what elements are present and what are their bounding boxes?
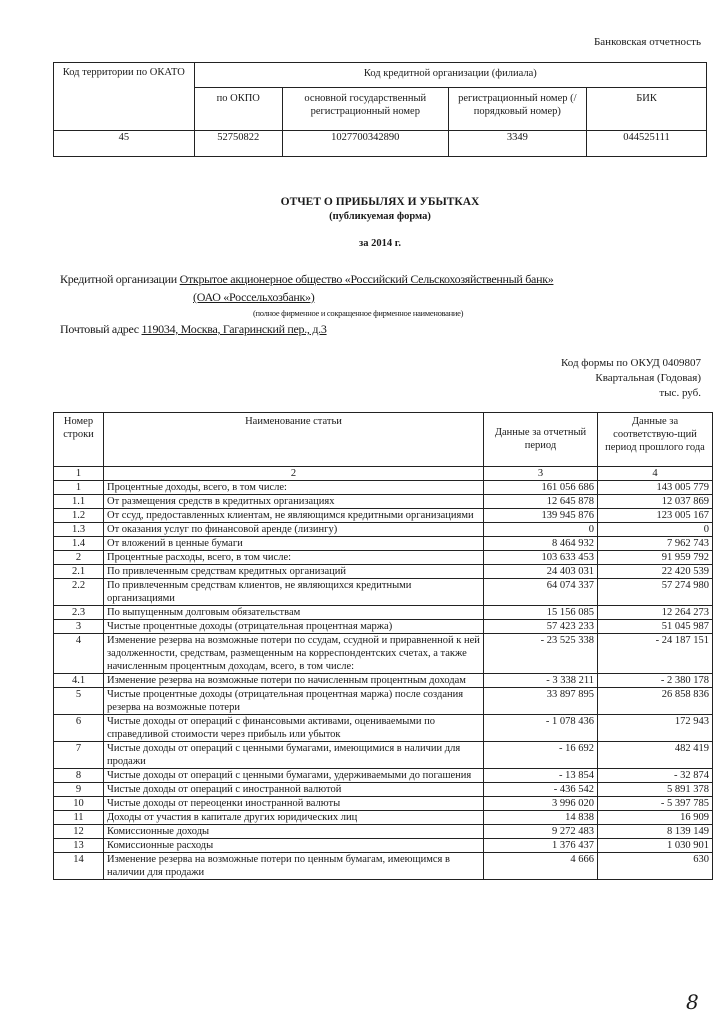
address-label: Почтовый адрес bbox=[60, 322, 139, 336]
row-number: 1.1 bbox=[54, 495, 104, 509]
row-item-name: Процентные доходы, всего, в том числе: bbox=[104, 481, 484, 495]
row-number: 11 bbox=[54, 811, 104, 825]
okud-code: Код формы по ОКУД 0409807 bbox=[560, 357, 701, 369]
table-row bbox=[54, 853, 713, 880]
row-previous-value: - 32 874 bbox=[598, 769, 713, 783]
table-row bbox=[54, 551, 713, 565]
row-item-name: Процентные расходы, всего, в том числе: bbox=[104, 551, 484, 565]
row-previous-value: - 2 380 178 bbox=[598, 674, 713, 688]
row-item-name: Чистые доходы от переоценки иностранной валюты bbox=[104, 797, 484, 811]
row-previous-value: 143 005 779 bbox=[598, 481, 713, 495]
row-number: 8 bbox=[54, 769, 104, 783]
row-current-value: 57 423 233 bbox=[484, 620, 598, 634]
organization-name-note: (полное фирменное и сокращенное фирменное наименование) bbox=[253, 308, 464, 318]
table-row bbox=[54, 742, 713, 769]
row-item-name: Чистые доходы от операций с иностранной валютой bbox=[104, 783, 484, 797]
organization-label: Кредитной организации bbox=[60, 272, 177, 286]
table-row bbox=[54, 495, 713, 509]
bik-value: 044525111 bbox=[587, 131, 707, 157]
row-item-name: Изменение резерва на возможные потери по ценным бумагам, имеющимся в наличии для продажи bbox=[104, 853, 484, 880]
header-item-name: Наименование статьи bbox=[104, 413, 484, 467]
table-row bbox=[54, 579, 713, 606]
row-previous-value: 57 274 980 bbox=[598, 579, 713, 606]
table-row bbox=[54, 620, 713, 634]
row-number: 2.3 bbox=[54, 606, 104, 620]
row-item-name: От оказания услуг по финансовой аренде (лизингу) bbox=[104, 523, 484, 537]
row-item-name: От ссуд, предоставленных клиентам, не являющимся кредитными организациями bbox=[104, 509, 484, 523]
row-current-value: 12 645 878 bbox=[484, 495, 598, 509]
row-number: 4.1 bbox=[54, 674, 104, 688]
row-number: 2 bbox=[54, 551, 104, 565]
profit-loss-table bbox=[53, 412, 713, 880]
column-number: 1 bbox=[54, 467, 104, 481]
row-previous-value: 123 005 167 bbox=[598, 509, 713, 523]
row-number: 1.4 bbox=[54, 537, 104, 551]
row-current-value: 64 074 337 bbox=[484, 579, 598, 606]
row-item-name: Чистые процентные доходы (отрицательная процентная маржа) после создания резерва на возможные потери bbox=[104, 688, 484, 715]
row-item-name: Изменение резерва на возможные потери по ссудам, ссудной и приравненной к ней задолженности, средствам, размещенным на корреспондентских счетах, а также начисленным процентным доходам, всего, в том числе: bbox=[104, 634, 484, 674]
table-row bbox=[54, 634, 713, 674]
row-number: 1 bbox=[54, 481, 104, 495]
organization-full-name: Открытое акционерное общество «Российский Сельскохозяйственный банк» bbox=[179, 272, 554, 286]
row-current-value: - 16 692 bbox=[484, 742, 598, 769]
table-row bbox=[54, 825, 713, 839]
row-item-name: Изменение резерва на возможные потери по начисленным процентным доходам bbox=[104, 674, 484, 688]
bik-header: БИК bbox=[587, 88, 707, 131]
row-current-value: 3 996 020 bbox=[484, 797, 598, 811]
row-previous-value: 1 030 901 bbox=[598, 839, 713, 853]
row-current-value: - 3 338 211 bbox=[484, 674, 598, 688]
row-previous-value: 12 037 869 bbox=[598, 495, 713, 509]
row-previous-value: - 24 187 151 bbox=[598, 634, 713, 674]
column-number: 3 bbox=[484, 467, 598, 481]
row-previous-value: 7 962 743 bbox=[598, 537, 713, 551]
row-number: 2.2 bbox=[54, 579, 104, 606]
row-previous-value: 26 858 836 bbox=[598, 688, 713, 715]
row-previous-value: 172 943 bbox=[598, 715, 713, 742]
row-number: 5 bbox=[54, 688, 104, 715]
ogrn-header: основной государственный регистрационный номер bbox=[282, 88, 448, 131]
table-row bbox=[54, 715, 713, 742]
row-number: 9 bbox=[54, 783, 104, 797]
row-previous-value: - 5 397 785 bbox=[598, 797, 713, 811]
row-number: 1.2 bbox=[54, 509, 104, 523]
row-item-name: От размещения средств в кредитных организациях bbox=[104, 495, 484, 509]
row-current-value: - 1 078 436 bbox=[484, 715, 598, 742]
row-number: 3 bbox=[54, 620, 104, 634]
table-row bbox=[54, 839, 713, 853]
column-number: 4 bbox=[598, 467, 713, 481]
row-current-value: - 23 525 338 bbox=[484, 634, 598, 674]
table-row bbox=[54, 688, 713, 715]
row-current-value: 24 403 031 bbox=[484, 565, 598, 579]
units-label: тыс. руб. bbox=[659, 387, 701, 399]
report-period: за 2014 г. bbox=[359, 238, 401, 249]
row-previous-value: 482 419 bbox=[598, 742, 713, 769]
form-meta bbox=[561, 356, 701, 401]
row-number: 13 bbox=[54, 839, 104, 853]
page-number: 8 bbox=[686, 990, 699, 1014]
okato-header: Код территории по ОКАТО bbox=[54, 63, 195, 131]
row-previous-value: 16 909 bbox=[598, 811, 713, 825]
table-row bbox=[54, 797, 713, 811]
row-current-value: 33 897 895 bbox=[484, 688, 598, 715]
row-current-value: - 13 854 bbox=[484, 769, 598, 783]
header-row-number: Номер строки bbox=[54, 413, 104, 467]
table-row bbox=[54, 523, 713, 537]
row-number: 14 bbox=[54, 853, 104, 880]
row-previous-value: 51 045 987 bbox=[598, 620, 713, 634]
column-number: 2 bbox=[104, 467, 484, 481]
header-previous-period: Данные за соответствую-щий период прошлого года bbox=[598, 413, 713, 467]
row-number: 4 bbox=[54, 634, 104, 674]
row-current-value: - 436 542 bbox=[484, 783, 598, 797]
row-previous-value: 12 264 273 bbox=[598, 606, 713, 620]
table-row bbox=[54, 674, 713, 688]
row-previous-value: 5 891 378 bbox=[598, 783, 713, 797]
report-subtitle: (публикуемая форма) bbox=[329, 211, 431, 222]
row-current-value: 4 666 bbox=[484, 853, 598, 880]
report-title: ОТЧЕТ О ПРИБЫЛЯХ И УБЫТКАХ bbox=[280, 196, 480, 208]
organization-short-name: (ОАО «Россельхозбанк») bbox=[193, 290, 315, 304]
row-number: 6 bbox=[54, 715, 104, 742]
organization-line bbox=[60, 272, 553, 287]
row-item-name: Чистые доходы от операций с финансовыми активами, оцениваемыми по справедливой стоимости через прибыль или убыток bbox=[104, 715, 484, 742]
row-item-name: Чистые процентные доходы (отрицательная процентная маржа) bbox=[104, 620, 484, 634]
row-current-value: 161 056 686 bbox=[484, 481, 598, 495]
reg-number-value: 3349 bbox=[448, 131, 586, 157]
row-previous-value: 0 bbox=[598, 523, 713, 537]
row-current-value: 15 156 085 bbox=[484, 606, 598, 620]
form-periodicity: Квартальная (Годовая) bbox=[595, 372, 701, 384]
row-current-value: 103 633 453 bbox=[484, 551, 598, 565]
row-item-name: Чистые доходы от операций с ценными бумагами, имеющимися в наличии для продажи bbox=[104, 742, 484, 769]
row-item-name: От вложений в ценные бумаги bbox=[104, 537, 484, 551]
table-row bbox=[54, 783, 713, 797]
row-item-name: Комиссионные расходы bbox=[104, 839, 484, 853]
row-number: 7 bbox=[54, 742, 104, 769]
row-item-name: Чистые доходы от операций с ценными бумагами, удерживаемыми до погашения bbox=[104, 769, 484, 783]
row-current-value: 1 376 437 bbox=[484, 839, 598, 853]
address-value: 119034, Москва, Гагаринский пер., д.3 bbox=[141, 322, 327, 336]
ogrn-value: 1027700342890 bbox=[282, 131, 448, 157]
row-number: 10 bbox=[54, 797, 104, 811]
row-previous-value: 91 959 792 bbox=[598, 551, 713, 565]
okpo-value: 52750822 bbox=[194, 131, 282, 157]
table-row bbox=[54, 811, 713, 825]
organization-codes-table bbox=[53, 62, 707, 157]
row-previous-value: 8 139 149 bbox=[598, 825, 713, 839]
row-current-value: 0 bbox=[484, 523, 598, 537]
row-item-name: По выпущенным долговым обязательствам bbox=[104, 606, 484, 620]
table-row bbox=[54, 481, 713, 495]
row-item-name: По привлеченным средствам кредитных организаций bbox=[104, 565, 484, 579]
table-row bbox=[54, 509, 713, 523]
table-row bbox=[54, 606, 713, 620]
row-previous-value: 630 bbox=[598, 853, 713, 880]
address-line bbox=[60, 322, 327, 337]
row-number: 12 bbox=[54, 825, 104, 839]
row-number: 2.1 bbox=[54, 565, 104, 579]
table-row bbox=[54, 769, 713, 783]
row-current-value: 8 464 932 bbox=[484, 537, 598, 551]
row-current-value: 9 272 483 bbox=[484, 825, 598, 839]
reg-number-header: регистрационный номер (/порядковый номер) bbox=[448, 88, 586, 131]
okpo-header: по ОКПО bbox=[194, 88, 282, 131]
header-current-period: Данные за отчетный период bbox=[484, 413, 598, 467]
row-item-name: Доходы от участия в капитале других юридических лиц bbox=[104, 811, 484, 825]
row-current-value: 14 838 bbox=[484, 811, 598, 825]
table-row bbox=[54, 565, 713, 579]
report-type-label: Банковская отчетность bbox=[593, 36, 701, 48]
org-code-header: Код кредитной организации (филиала) bbox=[194, 63, 706, 88]
okato-value: 45 bbox=[54, 131, 195, 157]
row-item-name: Комиссионные доходы bbox=[104, 825, 484, 839]
row-item-name: По привлеченным средствам клиентов, не являющихся кредитными организациями bbox=[104, 579, 484, 606]
table-row bbox=[54, 537, 713, 551]
row-number: 1.3 bbox=[54, 523, 104, 537]
row-current-value: 139 945 876 bbox=[484, 509, 598, 523]
row-previous-value: 22 420 539 bbox=[598, 565, 713, 579]
